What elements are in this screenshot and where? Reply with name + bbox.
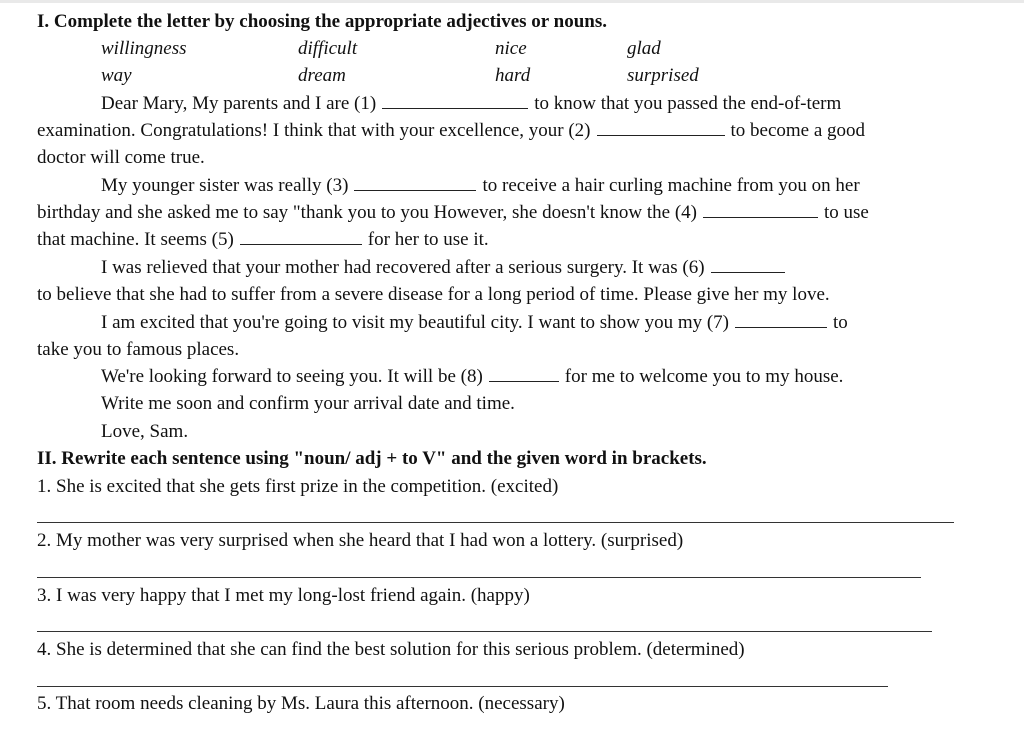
answer-line[interactable] — [37, 631, 932, 632]
blank-5[interactable] — [240, 229, 362, 245]
letter-line: I was relieved that your mother had recovered after a serious surgery. It was (6) — [101, 257, 791, 279]
blank-4[interactable] — [703, 202, 818, 218]
word-bank-item: willingness — [101, 38, 187, 59]
answer-line[interactable] — [37, 522, 954, 523]
exercise-item: 4. She is determined that she can find the best solution for this serious problem. (determined) — [37, 639, 745, 660]
letter-line: take you to famous places. — [37, 339, 240, 360]
blank-6[interactable] — [711, 257, 785, 273]
letter-line: My younger sister was really (3) to receive a hair curling machine from you on her — [101, 175, 860, 196]
word-bank-item: surprised — [627, 65, 699, 86]
blank-1[interactable] — [382, 93, 528, 109]
word-bank-item: difficult — [298, 38, 358, 59]
letter-signoff: Love, Sam. — [101, 421, 189, 442]
letter-line: that machine. It seems (5) for her to use it. — [37, 229, 489, 250]
exercise-item: 3. I was very happy that I met my long-lost friend again. (happy) — [37, 585, 530, 606]
blank-2[interactable] — [597, 120, 725, 136]
letter-line: Write me soon and confirm your arrival date and time. — [101, 393, 515, 414]
letter-line: We're looking forward to seeing you. It will be (8) for me to welcome you to my house. — [101, 366, 844, 387]
section-1-heading: I. Complete the letter by choosing the appropriate adjectives or nouns. — [37, 11, 607, 32]
word-bank-item: dream — [298, 65, 346, 86]
letter-line: I am excited that you're going to visit my beautiful city. I want to show you my (7) to — [101, 312, 848, 333]
exercise-item: 1. She is excited that she gets first prize in the competition. (excited) — [37, 476, 559, 497]
word-bank-item: hard — [495, 65, 531, 86]
letter-line: doctor will come true. — [37, 147, 205, 168]
letter-line: birthday and she asked me to say "thank you to you However, she doesn't know the (4) to use — [37, 202, 869, 223]
exercise-item: 5. That room needs cleaning by Ms. Laura this afternoon. (necessary) — [37, 693, 565, 714]
section-2-heading: II. Rewrite each sentence using "noun/ adj + to V" and the given word in brackets. — [37, 448, 707, 469]
letter-line: examination. Congratulations! I think that with your excellence, your (2) to become a good — [37, 120, 866, 141]
answer-line[interactable] — [37, 577, 921, 578]
letter-line: Dear Mary, My parents and I are (1) to know that you passed the end-of-term — [101, 93, 842, 114]
word-bank-item: glad — [627, 38, 661, 59]
letter-line: to believe that she had to suffer from a severe disease for a long period of time. Please give her my love. — [37, 284, 830, 305]
answer-line[interactable] — [37, 686, 888, 687]
word-bank-item: way — [101, 65, 132, 86]
blank-3[interactable] — [354, 175, 476, 191]
word-bank-item: nice — [495, 38, 527, 59]
top-edge — [0, 0, 1024, 3]
blank-7[interactable] — [735, 312, 827, 328]
blank-8[interactable] — [489, 366, 559, 382]
exercise-item: 2. My mother was very surprised when she heard that I had won a lottery. (surprised) — [37, 530, 684, 551]
